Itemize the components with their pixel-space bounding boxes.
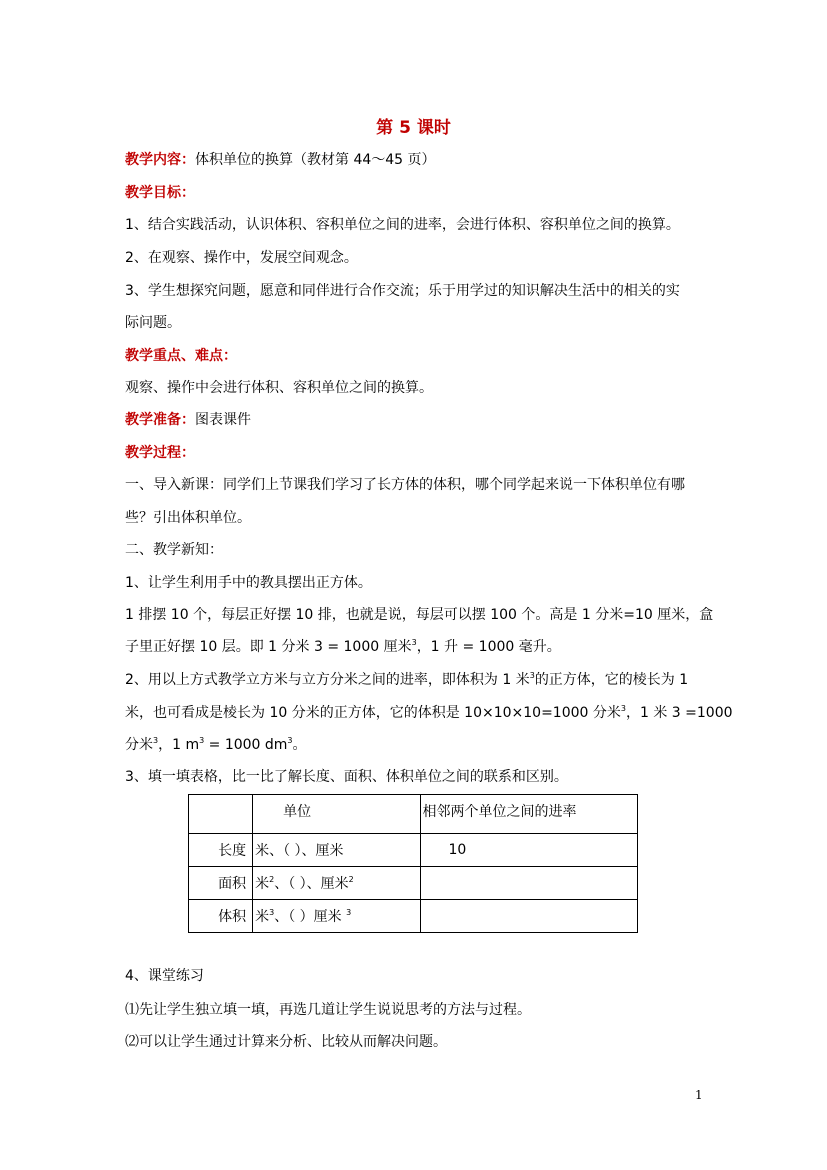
keypoints-text: 观察、操作中会进行体积、容积单位之间的换算。 <box>125 380 433 396</box>
superscript: 3 <box>287 736 293 745</box>
row-name: 长度 <box>189 834 253 867</box>
text-segment: = 1000 dm <box>204 737 288 753</box>
superscript: 3 <box>529 671 535 680</box>
goal-item: 2、在观察、操作中，发展空间观念。 <box>125 250 358 266</box>
text-segment: 分米 <box>125 737 153 753</box>
prep-text: 图表课件 <box>195 412 251 428</box>
text-segment: 米 <box>255 876 270 892</box>
step2-line-1 <box>125 670 715 690</box>
units-table <box>188 794 638 933</box>
superscript: 3 <box>620 704 626 713</box>
keypoints-heading <box>125 346 715 366</box>
content-line <box>125 150 715 170</box>
content-text: 体积单位的换算（教材第 44～45 页） <box>195 152 436 168</box>
step3: 3、填一填表格，比一比了解长度、面积、体积单位之间的联系和区别。 <box>125 769 568 785</box>
content-label: 教学内容： <box>125 152 195 168</box>
text-segment: 米，也可看成是棱长为 10 分米的正方体，它的体积是 10×10×10=1000 分米 <box>125 705 621 721</box>
superscript: 2 <box>348 875 354 884</box>
row-name: 体积 <box>189 900 253 933</box>
step1-detail-2 <box>125 637 715 657</box>
step2-line-3 <box>125 735 715 755</box>
goals-heading <box>125 183 715 203</box>
superscript: 3 <box>346 908 352 917</box>
text-segment: 。 <box>292 737 307 753</box>
row-name: 面积 <box>189 867 253 900</box>
goal-item: 3、学生想探究问题，愿意和同伴进行合作交流；乐于用学过的知识解决生活中的相关的实 <box>125 283 680 299</box>
process-heading <box>125 443 715 463</box>
text-segment: 米 <box>255 909 270 925</box>
step2-line-2 <box>125 703 733 723</box>
superscript: 2 <box>269 875 275 884</box>
process-label: 教学过程： <box>125 445 195 461</box>
practice-item-1: ⑴先让学生独立填一填，再选几道让学生说说思考的方法与过程。 <box>125 1002 531 1018</box>
table-header-row <box>189 795 638 834</box>
goal-item: 际问题。 <box>125 315 181 331</box>
text-segment: ，1 米 3 =1000 <box>625 705 733 721</box>
goals-label: 教学目标： <box>125 185 195 201</box>
row-units <box>253 900 420 933</box>
table-row <box>189 867 638 900</box>
practice-heading: 4、课堂练习 <box>125 968 204 984</box>
text-segment: 2、用以上方式教学立方米与立方分米之间的进率，即体积为 1 米 <box>125 672 530 688</box>
intro-line-2: 些？引出体积单位。 <box>125 510 251 526</box>
row-rate: 10 <box>420 834 638 867</box>
text-segment: ，1 m <box>158 737 200 753</box>
text-segment: 的正方体，它的棱长为 1 <box>534 672 689 688</box>
practice-item-2: ⑵可以让学生通过计算来分析、比较从而解决问题。 <box>125 1034 447 1050</box>
goal-item: 1、结合实践活动，认识体积、容积单位之间的进率，会进行体积、容积单位之间的换算。 <box>125 217 680 233</box>
page-number: 1 <box>695 1088 703 1102</box>
table-header-cell: 单位 <box>253 795 420 834</box>
table-header-cell <box>189 795 253 834</box>
keypoints-label: 教学重点、难点： <box>125 348 237 364</box>
step1-detail-1: 1 排摆 10 个，每层正好摆 10 排，也就是说，每层可以摆 100 个。高是 1 分米=10 厘米，盒 <box>125 607 714 623</box>
prep-label: 教学准备： <box>125 412 195 428</box>
row-rate <box>420 867 638 900</box>
text-segment: 子里正好摆 10 层。即 1 分米 3 = 1000 厘米 <box>125 639 412 655</box>
superscript: 3 <box>153 736 159 745</box>
text-segment: 、（ ）、厘米 <box>274 876 349 892</box>
text-segment: 、（ ）厘米 <box>274 909 342 925</box>
text-segment: ，1 升 = 1000 毫升。 <box>416 639 561 655</box>
intro-line-1: 一、导入新课：同学们上节课我们学习了长方体的体积，哪个同学起来说一下体积单位有哪 <box>125 477 685 493</box>
row-rate <box>420 900 638 933</box>
new-knowledge-heading: 二、教学新知： <box>125 542 223 558</box>
table-header-cell: 相邻两个单位之间的进率 <box>420 795 638 834</box>
table-row <box>189 900 638 933</box>
lesson-title: 第 5 课时 <box>376 118 451 138</box>
prep-line <box>125 410 715 430</box>
row-units: 米、（ ）、厘米 <box>253 834 420 867</box>
superscript: 3 <box>269 908 275 917</box>
step1: 1、让学生利用手中的教具摆出正方体。 <box>125 575 372 591</box>
superscript: 3 <box>199 736 205 745</box>
table-row <box>189 834 638 867</box>
row-units <box>253 867 420 900</box>
superscript: 3 <box>411 638 417 647</box>
